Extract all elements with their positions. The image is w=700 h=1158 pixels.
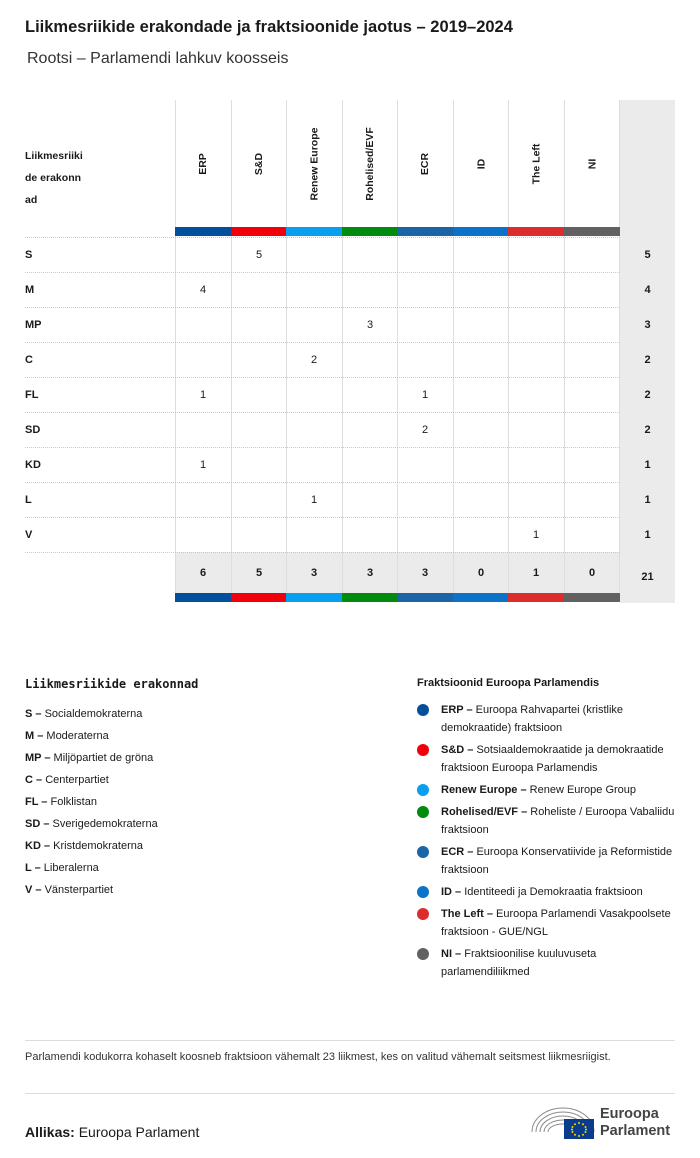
column-total: 3 — [421, 566, 429, 579]
party-legend-item — [25, 879, 385, 901]
party-name: Kristdemokraterna — [53, 840, 143, 852]
column-total: 3 — [310, 566, 318, 579]
row-total: 2 — [644, 423, 651, 436]
column-header-ni — [564, 105, 620, 222]
footnote: Parlamendi kodukorra kohaselt koosneb fraktsioon vähemalt 23 liikmest, kes on valitud vähemalt seitsmest liikmesriigist. — [25, 1051, 611, 1063]
column-header-ecr — [397, 105, 453, 222]
party-code: C – — [25, 774, 46, 786]
column-color-bar-top — [453, 227, 509, 236]
table-cell: 1 — [421, 388, 429, 401]
group-code: ECR – — [441, 846, 477, 858]
group-legend-item — [417, 905, 682, 941]
row-label: L — [25, 493, 32, 506]
row-divider — [25, 272, 620, 273]
column-color-bar-top — [175, 227, 231, 236]
table-cell: 1 — [199, 388, 207, 401]
column-header-text: ERP — [197, 152, 209, 175]
table-cell: 4 — [199, 283, 207, 296]
table-cell: 5 — [255, 248, 263, 261]
grand-total: 21 — [641, 571, 654, 583]
party-code: SD – — [25, 818, 53, 830]
page-title: Liikmesriikide erakondade ja fraktsioonide jaotus – 2019–2024 — [25, 18, 513, 36]
party-legend-title: Liikmesriikide erakonnad — [25, 677, 199, 691]
table-cell: 3 — [366, 318, 374, 331]
column-color-bar-bottom — [397, 593, 453, 602]
party-code: M – — [25, 730, 47, 742]
column-color-bar-bottom — [564, 593, 620, 602]
table-cell: 1 — [199, 458, 207, 471]
logo-line-1: Euroopa — [600, 1106, 659, 1122]
party-code: KD – — [25, 840, 54, 852]
party-name: Folklistan — [50, 796, 97, 808]
row-total: 4 — [644, 283, 651, 296]
group-code: NI – — [441, 948, 465, 960]
group-color-dot-icon — [417, 806, 429, 818]
column-total: 3 — [366, 566, 374, 579]
column-header-rohelised-evf — [342, 105, 398, 222]
row-total: 1 — [644, 493, 651, 506]
column-header-text: Rohelised/EVF — [364, 126, 377, 201]
column-color-bar-bottom — [175, 593, 231, 602]
column-header-text: ECR — [418, 152, 431, 175]
column-color-bar-top — [231, 227, 287, 236]
column-color-bar-top — [564, 227, 620, 236]
party-legend — [25, 677, 385, 901]
party-name: Centerpartiet — [45, 774, 109, 786]
column-color-bar-top — [508, 227, 564, 236]
party-code: V – — [25, 884, 45, 896]
group-legend-item — [417, 883, 682, 901]
column-total: 1 — [532, 566, 540, 579]
row-total: 1 — [644, 528, 651, 541]
row-total: 2 — [644, 353, 651, 366]
table-cell: 2 — [310, 353, 318, 366]
column-header-erp — [175, 105, 231, 222]
row-divider — [25, 377, 620, 378]
row-divider — [25, 412, 620, 413]
row-label: C — [25, 353, 33, 366]
party-name: Moderaterna — [46, 730, 109, 742]
row-label: SD — [25, 423, 41, 436]
group-color-dot-icon — [417, 744, 429, 756]
column-color-bar-bottom — [342, 593, 398, 602]
source-label: Allikas: — [25, 1124, 75, 1140]
group-code: S&D – — [441, 744, 477, 756]
party-name: Sverigedemokraterna — [52, 818, 158, 830]
column-header-text: ID — [475, 158, 487, 169]
party-code: S – — [25, 708, 45, 720]
group-name: Euroopa Konservatiivide ja Reformistide fraktsioon — [441, 846, 673, 876]
group-name: Roheliste / Euroopa Vabaliidu fraktsioon — [441, 806, 675, 836]
row-total: 5 — [644, 248, 651, 261]
column-total: 0 — [588, 566, 596, 579]
page-subtitle: Rootsi – Parlamendi lahkuv koosseis — [27, 50, 289, 67]
group-name: Renew Europe Group — [529, 784, 637, 796]
source-value: Euroopa Parlament — [78, 1124, 200, 1140]
party-legend-item — [25, 725, 385, 747]
party-legend-item — [25, 703, 385, 725]
column-total: 6 — [199, 566, 207, 579]
column-header-text: The Left — [530, 143, 542, 184]
party-legend-item — [25, 747, 385, 769]
column-total: 5 — [255, 566, 263, 579]
column-color-bar-top — [342, 227, 398, 236]
row-divider — [25, 447, 620, 448]
group-color-dot-icon — [417, 886, 429, 898]
group-legend-item — [417, 945, 682, 981]
group-name: Sotsiaaldemokraatide ja demokraatide fraktsioon Euroopa Parlamendis — [441, 744, 664, 774]
european-parliament-logo — [530, 1102, 678, 1144]
column-color-bar-top — [397, 227, 453, 236]
party-code: FL – — [25, 796, 51, 808]
party-name: Miljöpartiet de gröna — [53, 752, 154, 764]
column-header-s-d — [231, 105, 287, 222]
group-legend-item — [417, 781, 682, 799]
party-legend-item — [25, 791, 385, 813]
column-header-text: Renew Europe — [308, 127, 320, 200]
divider — [25, 1040, 675, 1041]
column-color-bar-top — [286, 227, 342, 236]
row-label: S — [25, 248, 33, 261]
group-color-dot-icon — [417, 784, 429, 796]
group-code: The Left – — [441, 908, 497, 920]
party-name: Liberalerna — [43, 862, 99, 874]
group-color-dot-icon — [417, 704, 429, 716]
group-name: Identiteedi ja Demokraatia fraktsioon — [464, 886, 643, 898]
group-color-dot-icon — [417, 908, 429, 920]
group-color-dot-icon — [417, 948, 429, 960]
group-name: Fraktsioonilise kuuluvuseta parlamendiliikmed — [441, 948, 597, 978]
party-code: MP – — [25, 752, 54, 764]
group-color-dot-icon — [417, 846, 429, 858]
column-header-text: NI — [586, 158, 598, 169]
column-header-id — [453, 105, 509, 222]
row-total: 1 — [644, 458, 651, 471]
group-legend-item — [417, 803, 682, 839]
party-name: Socialdemokraterna — [44, 708, 143, 720]
row-total: 2 — [644, 388, 651, 401]
group-legend-item — [417, 741, 682, 777]
parliament-hemicycle-icon — [530, 1102, 596, 1142]
column-header-text: S&D — [252, 152, 265, 175]
row-label: MP — [25, 318, 42, 331]
group-name: Euroopa Parlamendi Vasakpoolsete fraktsioon - GUE/NGL — [441, 908, 671, 938]
group-name: Euroopa Rahvapartei (kristlike demokraatide) fraktsioon — [441, 704, 624, 734]
party-legend-item — [25, 813, 385, 835]
row-divider — [25, 307, 620, 308]
group-code: ID – — [441, 886, 465, 898]
group-code: Rohelised/EVF – — [441, 806, 531, 818]
row-label: V — [25, 528, 33, 541]
party-legend-item — [25, 769, 385, 791]
row-total: 3 — [644, 318, 651, 331]
column-color-bar-bottom — [231, 593, 287, 602]
party-code: L – — [25, 862, 44, 874]
group-code: ERP – — [441, 704, 476, 716]
group-legend-item — [417, 701, 682, 737]
column-header-renew-europe — [286, 105, 342, 222]
group-legend-title: Fraktsioonid Euroopa Parlamendis — [417, 677, 600, 689]
row-label: KD — [25, 458, 41, 471]
party-legend-item — [25, 857, 385, 879]
column-header-the-left — [508, 105, 564, 222]
table-cell: 1 — [310, 493, 318, 506]
group-code: Renew Europe – — [441, 784, 530, 796]
row-label: FL — [25, 388, 39, 401]
group-legend-item — [417, 843, 682, 879]
row-header-label: Liikmesriikide erakonnad — [25, 150, 83, 206]
divider — [25, 1093, 675, 1094]
row-label: M — [25, 283, 35, 296]
party-name: Vänsterpartiet — [44, 884, 114, 896]
table-cell: 2 — [421, 423, 429, 436]
source — [25, 1124, 199, 1140]
column-color-bar-bottom — [508, 593, 564, 602]
column-color-bar-bottom — [453, 593, 509, 602]
column-color-bar-bottom — [286, 593, 342, 602]
column-total: 0 — [477, 566, 485, 579]
row-divider — [25, 237, 620, 238]
logo-line-2: Parlament — [600, 1123, 671, 1139]
party-legend-item — [25, 835, 385, 857]
table-cell: 1 — [532, 528, 540, 541]
group-legend — [417, 677, 682, 985]
